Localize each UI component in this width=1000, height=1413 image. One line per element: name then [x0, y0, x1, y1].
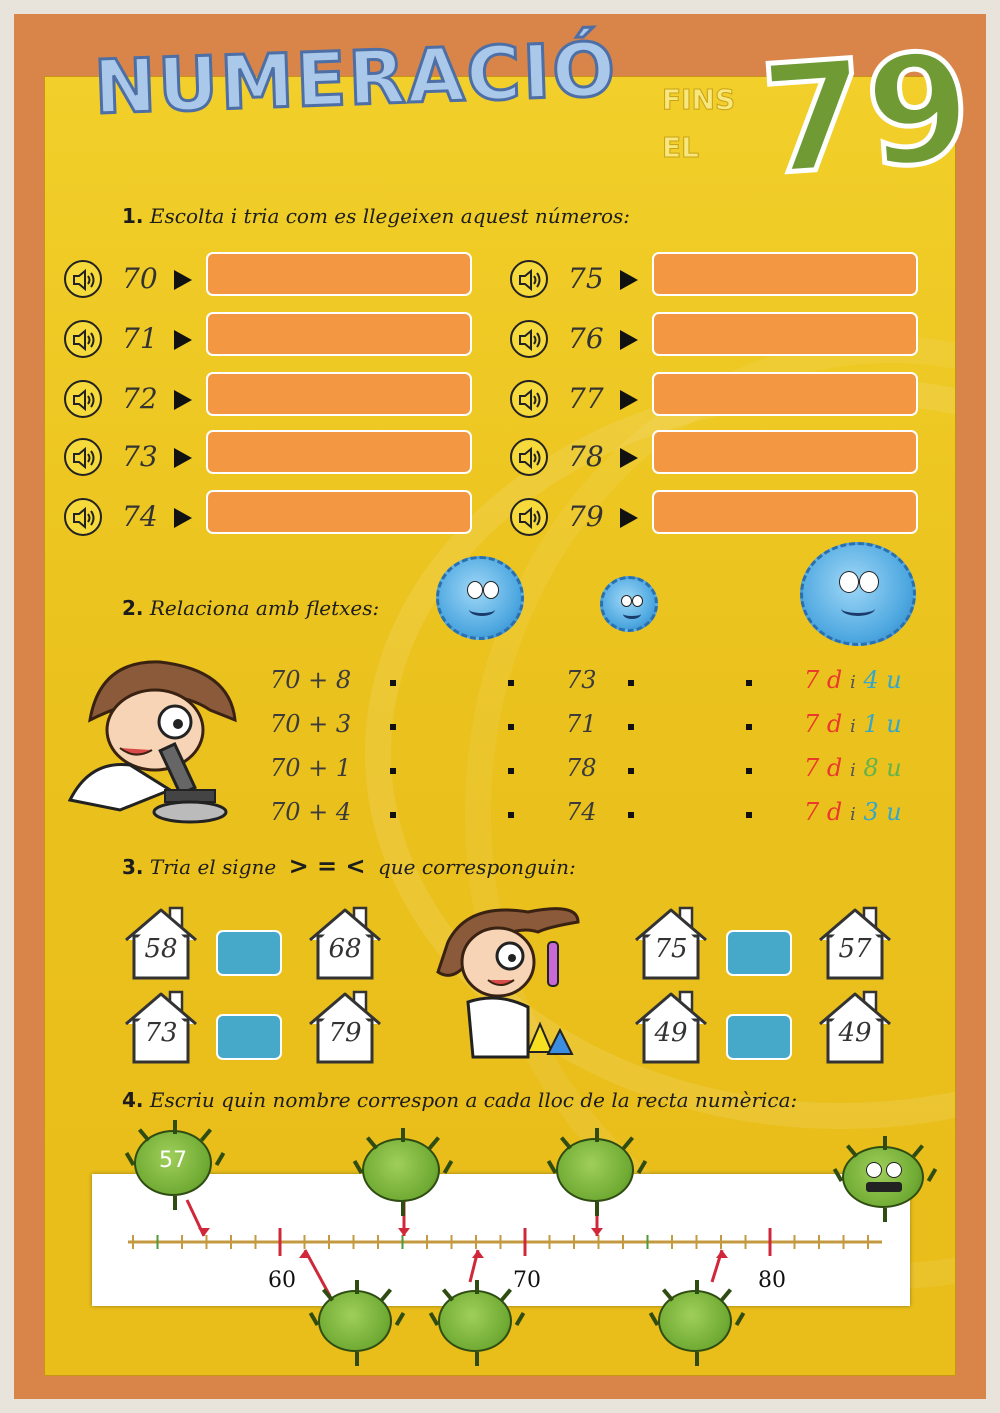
page-title: NUMERACIÓ — [92, 26, 619, 132]
virus-answer-input[interactable] — [438, 1290, 512, 1352]
tens-letter: d — [826, 710, 843, 738]
axis-label: 60 — [268, 1268, 296, 1293]
el-text: EL — [662, 131, 699, 164]
sum-expression: 70 + 8 — [270, 666, 352, 694]
virus-answer-input[interactable] — [362, 1138, 440, 1202]
number-label: 79 — [568, 500, 604, 533]
given-number: 57 — [159, 1148, 187, 1173]
house-number: 75 — [654, 934, 688, 964]
monster-germ-icon — [842, 1146, 924, 1208]
section3-number: 3. — [122, 855, 144, 879]
units-letter: u — [886, 666, 902, 694]
axis-label: 80 — [758, 1268, 786, 1293]
section3-text-after: que corresponguin: — [378, 855, 576, 879]
tens-digit: 7 — [804, 798, 820, 826]
and-letter: i — [849, 716, 856, 737]
section3-signs: > = < — [288, 852, 366, 880]
fins-text: FINS — [662, 83, 736, 116]
house-number: 49 — [838, 1018, 872, 1048]
axis-label: 70 — [513, 1268, 541, 1293]
and-letter: i — [849, 760, 856, 781]
sum-expression: 70 + 1 — [270, 754, 352, 782]
units-digit: 1 — [863, 710, 879, 738]
number-label: 78 — [568, 440, 604, 473]
house-number: 68 — [328, 934, 362, 964]
units-digit: 4 — [863, 666, 879, 694]
section3-text-before: Tria el signe — [149, 855, 277, 879]
title-number: 79 — [756, 20, 977, 210]
number-label: 73 — [122, 440, 158, 473]
number-label: 76 — [568, 322, 604, 355]
number-label: 70 — [122, 262, 158, 295]
number-label: 71 — [122, 322, 158, 355]
house-number: 73 — [144, 1018, 178, 1048]
virus-answer-input[interactable] — [658, 1290, 732, 1352]
tens-letter: d — [826, 798, 843, 826]
number-label: 72 — [122, 382, 158, 415]
result-number: 78 — [566, 754, 597, 782]
house-number: 49 — [654, 1018, 688, 1048]
virus-given-number — [134, 1130, 212, 1196]
and-letter: i — [849, 672, 856, 693]
number-label: 75 — [568, 262, 604, 295]
section1-number: 1. — [122, 204, 144, 228]
section2-number: 2. — [122, 596, 144, 620]
number-label: 77 — [568, 382, 604, 415]
number-label: 74 — [122, 500, 158, 533]
units-letter: u — [886, 710, 902, 738]
units-letter: u — [886, 798, 902, 826]
virus-answer-input[interactable] — [318, 1290, 392, 1352]
sum-expression: 70 + 4 — [270, 798, 352, 826]
virus-answer-input[interactable] — [556, 1138, 634, 1202]
result-number: 74 — [566, 798, 597, 826]
and-letter: i — [849, 804, 856, 825]
result-number: 73 — [566, 666, 597, 694]
tens-letter: d — [826, 754, 843, 782]
tens-digit: 7 — [804, 710, 820, 738]
units-digit: 3 — [863, 798, 879, 826]
house-number: 79 — [328, 1018, 362, 1048]
section2-text: Relaciona amb fletxes: — [149, 596, 380, 620]
sum-expression: 70 + 3 — [270, 710, 352, 738]
result-number: 71 — [566, 710, 597, 738]
tens-digit: 7 — [804, 754, 820, 782]
tens-letter: d — [826, 666, 843, 694]
tens-digit: 7 — [804, 666, 820, 694]
units-letter: u — [886, 754, 902, 782]
section4-number: 4. — [122, 1088, 144, 1112]
section4-text: Escriu quin nombre correspon a cada lloc de la recta numèrica: — [149, 1088, 798, 1112]
section1-text: Escolta i tria com es llegeixen aquest números: — [149, 204, 631, 228]
house-number: 57 — [838, 934, 872, 964]
units-digit: 8 — [863, 754, 879, 782]
house-number: 58 — [144, 934, 178, 964]
